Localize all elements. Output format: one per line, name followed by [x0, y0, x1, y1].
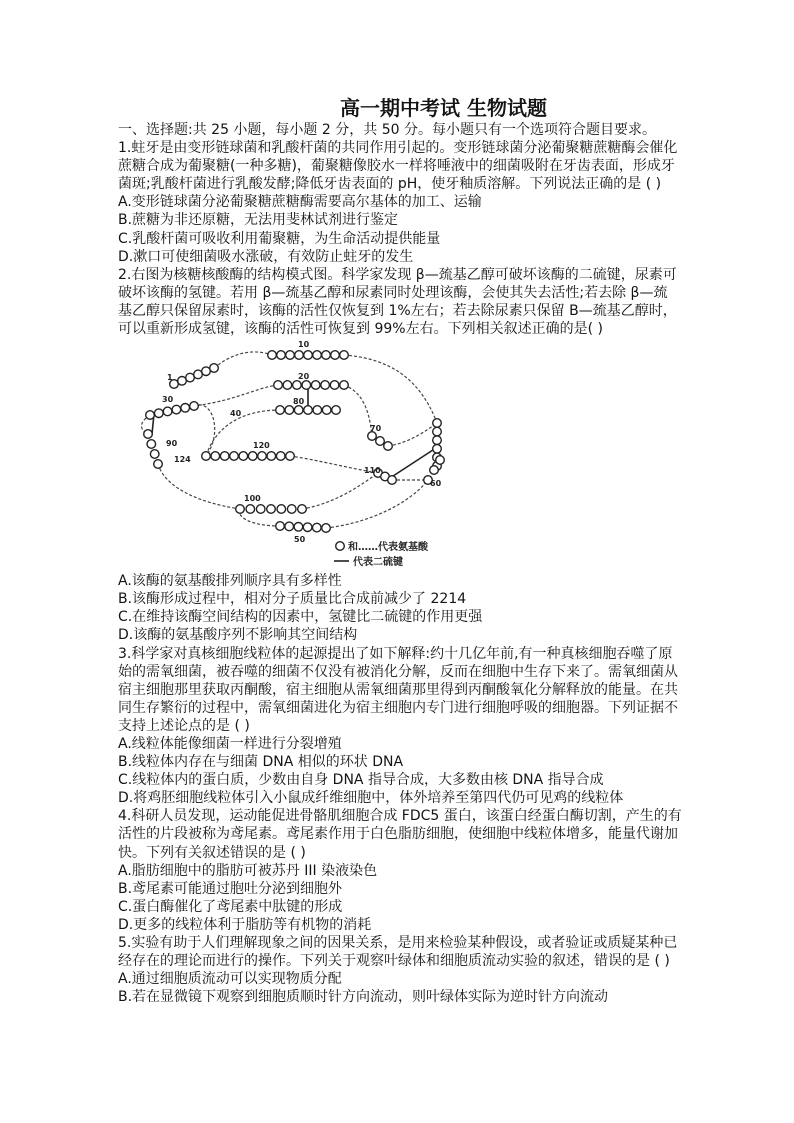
amino-acid-bead [313, 406, 322, 415]
amino-acid-bead [384, 442, 393, 451]
legend-disulfide: 代表二硫键 [353, 557, 403, 569]
option-b: B.蔗糖为非还原糖，无法用斐林试剂进行鉴定 [118, 212, 399, 229]
amino-acid-bead [304, 351, 313, 360]
question-stem-line: 同生存繁衍的过程中，需氧细菌进化为宿主细胞内专门进行细胞呼吸的细胞器。下列证据不 [118, 699, 678, 716]
amino-acid-bead [267, 505, 276, 514]
peptide-chain-segment [302, 473, 378, 509]
amino-acid-bead [322, 351, 331, 360]
amino-acid-bead [154, 460, 163, 469]
amino-acid-bead [190, 402, 199, 411]
question-2 [118, 266, 688, 645]
amino-acid-bead [258, 452, 267, 461]
peptide-chain-segment [194, 385, 278, 406]
peptide-chain-segment [158, 464, 240, 509]
question-stem-line: 始的需氧细菌，被吞噬的细菌不仅没有被消化分解，反而在细胞中生存下来了。需氧细菌从 [118, 663, 678, 680]
figure-legend [334, 540, 429, 568]
amino-acid-bead [313, 351, 322, 360]
label-residue-20: 20 [298, 372, 310, 382]
question-stem-line: 4.科研人员发现，运动能促进骨骼肌细胞合成 FDC5 蛋白，该蛋白经蛋白酶切割，产生的有 [118, 808, 682, 825]
amino-acid-bead [293, 381, 302, 390]
amino-acid-bead [294, 406, 303, 415]
amino-acid-bead [276, 452, 285, 461]
amino-acid-bead [433, 436, 442, 445]
amino-acid-bead [303, 523, 312, 532]
question-stem-line: 宿主细胞那里获取丙酮酸，宿主细胞从需氧细菌那里得到丙酮酸氧化分解释放的能量。在共 [118, 681, 678, 698]
ribonuclease-structure-figure [118, 338, 470, 572]
question-stem-line: 支持上述论点的是 ( ) [118, 717, 250, 734]
question-stem-line: 破坏该酶的氢键。若用 β—巯基乙醇和尿素同时处理该酶，会使其失去活性;若去除 β—巯 [118, 284, 668, 301]
amino-acid-bead [276, 522, 285, 531]
amino-acid-bead [376, 437, 385, 446]
option-a: A.脂肪细胞中的脂肪可被苏丹 III 染液染色 [118, 862, 378, 879]
label-residue-40: 40 [230, 409, 242, 419]
amino-acid-bead [340, 381, 349, 390]
amino-acid-bead [256, 505, 265, 514]
amino-acid-bead [436, 456, 445, 465]
amino-acid-bead [286, 452, 295, 461]
amino-acid-bead [248, 452, 257, 461]
legend-bead-icon [336, 542, 345, 551]
page-title: 高一期中考试 生物试题 [340, 96, 547, 120]
amino-acid-bead [230, 452, 239, 461]
option-a: A.该酶的氨基酸排列顺序具有多样性 [118, 573, 342, 590]
option-d: D.该酶的氨基酸序列不影响其空间结构 [118, 627, 358, 644]
question-4 [118, 807, 688, 934]
question-stem-line: 5.实验有助于人们理解现象之间的因果关系，是用来检验某种假设，或者验证或质疑某种已 [118, 935, 678, 951]
amino-acid-bead [285, 406, 294, 415]
label-residue-10: 10 [298, 340, 310, 350]
option-c: C.在维持该酶空间结构的因素中，氢键比二硫键的作用更强 [118, 609, 483, 626]
option-b: B.线粒体内存在与细菌 DNA 相似的环状 DNA [118, 754, 404, 771]
amino-acid-bead [433, 427, 442, 436]
amino-acid-bead [433, 445, 442, 454]
amino-acid-bead [211, 452, 220, 461]
option-a: A.变形链球菌分泌葡聚糖蔗糖酶需要高尔基体的加工、运输 [118, 194, 482, 211]
label-residue-100: 100 [244, 494, 261, 504]
amino-acid-bead [294, 523, 303, 532]
amino-acid-bead [313, 523, 322, 532]
ribonuclease-diagram [118, 338, 470, 572]
amino-acid-bead [285, 522, 294, 531]
amino-acid-bead [286, 351, 295, 360]
amino-acid-bead [172, 405, 181, 414]
amino-acid-bead [331, 351, 340, 360]
amino-acid-bead [277, 505, 286, 514]
label-residue-120: 120 [253, 441, 270, 451]
option-c: C.线粒体内的蛋白质，少数由自身 DNA 指导合成，大多数由核 DNA 指导合成 [118, 772, 604, 789]
label-residue-30: 30 [162, 395, 174, 405]
option-b: B.若在显微镜下观察到细胞质顺时针方向流动，则叶绿体实际为逆时针方向流动 [118, 989, 609, 1006]
amino-acid-bead [236, 505, 245, 514]
label-residue-80: 80 [293, 397, 305, 407]
amino-acid-bead [388, 476, 397, 485]
amino-acid-bead [267, 452, 276, 461]
amino-acid-bead [433, 419, 442, 428]
amino-acid-bead [210, 364, 219, 373]
label-residue-110: 110 [364, 466, 381, 476]
amino-acid-bead [146, 411, 155, 420]
amino-acid-bead [298, 505, 307, 514]
option-d: D.将鸡胚细胞线粒体引入小鼠成纤维细胞中，体外培养至第四代仍可见鸡的线粒体 [118, 790, 624, 807]
amino-acid-bead [268, 351, 277, 360]
section-header: 一、选择题:共 25 小题，每小题 2 分，共 50 分。每小题只有一个选项符合题目要求。 [118, 122, 656, 138]
label-residue-1: 1 [167, 373, 173, 383]
question-stem-line: 1.蛀牙是由变形链球菌和乳酸杆菌的共同作用引起的。变形链球菌分泌葡聚糖蔗糖酶会催化 [118, 140, 678, 157]
amino-acid-bead [202, 452, 211, 461]
amino-acid-bead [163, 407, 172, 416]
question-stem-line: 蔗糖合成为葡聚糖(一种多糖)，葡聚糖像胶水一样将唾液中的细菌吸附在牙齿表面，形成牙 [118, 158, 675, 175]
peptide-chain-segment [326, 480, 428, 528]
peptide-chain-segment [388, 423, 437, 446]
peptide-chain-segment [194, 405, 215, 456]
exam-content [118, 121, 688, 1006]
option-a: A.线粒体能像细菌一样进行分裂增殖 [118, 735, 342, 752]
disulfide-bond [390, 448, 436, 478]
amino-acid-bead [321, 381, 330, 390]
peptide-chain-segment [214, 352, 272, 368]
amino-acid-bead [147, 440, 156, 449]
amino-acid-bead [150, 450, 159, 459]
amino-acid-bead [287, 505, 296, 514]
question-stem-line: 2.右图为核糖核酸酶的结构模式图。科学家发现 β—巯基乙醇可破坏该酶的二硫键，尿素可 [118, 266, 677, 283]
option-b: B.鸢尾素可能通过胞吐分泌到细胞外 [118, 880, 343, 897]
amino-acid-bead [283, 381, 292, 390]
option-d: D.漱口可使细菌吸水涨破，有效防止蛀牙的发生 [118, 248, 414, 265]
amino-acid-bead [304, 406, 313, 415]
label-residue-124: 124 [174, 455, 191, 465]
amino-acid-bead [322, 524, 331, 533]
amino-acid-bead [276, 406, 285, 415]
question-stem-line: 菌斑;乳酸杆菌进行乳酸发酵;降低牙齿表面的 pH，使牙釉质溶解。下列说法正确的是 ( ) [118, 176, 662, 193]
option-a: A.通过细胞质流动可以实现物质分配 [118, 971, 342, 988]
question-1 [118, 139, 688, 266]
amino-acid-bead [302, 381, 311, 390]
amino-acid-bead [155, 409, 164, 418]
amino-acid-bead [181, 404, 190, 413]
amino-acid-bead [144, 430, 153, 439]
label-residue-90: 90 [166, 439, 178, 449]
question-stem-line: 可以重新形成氢键，该酶的活性可恢复到 99%左右。下列相关叙述正确的是( ) [118, 321, 603, 338]
option-c: C.乳酸杆菌可吸收利用葡聚糖，为生命活动提供能量 [118, 230, 441, 247]
question-5 [118, 934, 688, 1006]
amino-acid-bead [295, 351, 304, 360]
question-stem-line: 基乙醇只保留尿素时，该酶的活性仅恢复到 1%左右；若去除尿素只保留 B—巯基乙醇时， [118, 302, 677, 319]
question-stem-line: 活性的片段被称为鸢尾素。鸢尾素作用于白色脂肪细胞，使细胞中线粒体增多，能量代谢加 [118, 826, 678, 843]
label-residue-60: 60 [430, 479, 442, 489]
label-residue-70: 70 [370, 424, 382, 434]
amino-acid-chains [144, 351, 445, 533]
amino-acid-bead [322, 406, 331, 415]
label-residue-50: 50 [294, 535, 306, 545]
amino-acid-bead [332, 406, 341, 415]
option-b: B.该酶形成过程中，相对分子质量比合成前减少了 2214 [118, 591, 467, 608]
option-d: D.更多的线粒体利于脂肪等有机物的消耗 [118, 916, 372, 933]
peptide-chain-segment [344, 385, 372, 436]
amino-acid-bead [311, 381, 320, 390]
option-c: C.蛋白酶催化了鸢尾素中肽键的形成 [118, 898, 343, 915]
amino-acid-bead [239, 452, 248, 461]
amino-acid-bead [220, 452, 229, 461]
amino-acid-bead [277, 351, 286, 360]
amino-acid-bead [430, 466, 439, 475]
amino-acid-bead [246, 505, 255, 514]
amino-acid-bead [330, 381, 339, 390]
amino-acid-bead [340, 351, 349, 360]
question-3 [118, 645, 688, 808]
question-stem-line: 3.科学家对真核细胞线粒体的起源提出了如下解释:约十几亿年前,有一种真核细胞吞噬了原 [118, 645, 673, 662]
amino-acid-bead [274, 381, 283, 390]
question-stem-line: 经存在的理论而进行的操作。下列关于观察叶绿体和细胞质流动实验的叙述，错误的是 ( ) [118, 953, 670, 970]
legend-amino-acid: 和……代表氨基酸 [348, 542, 428, 554]
question-stem-line: 快。下列有关叙述错误的是 ( ) [118, 844, 306, 861]
peptide-chain-segment [344, 355, 437, 423]
